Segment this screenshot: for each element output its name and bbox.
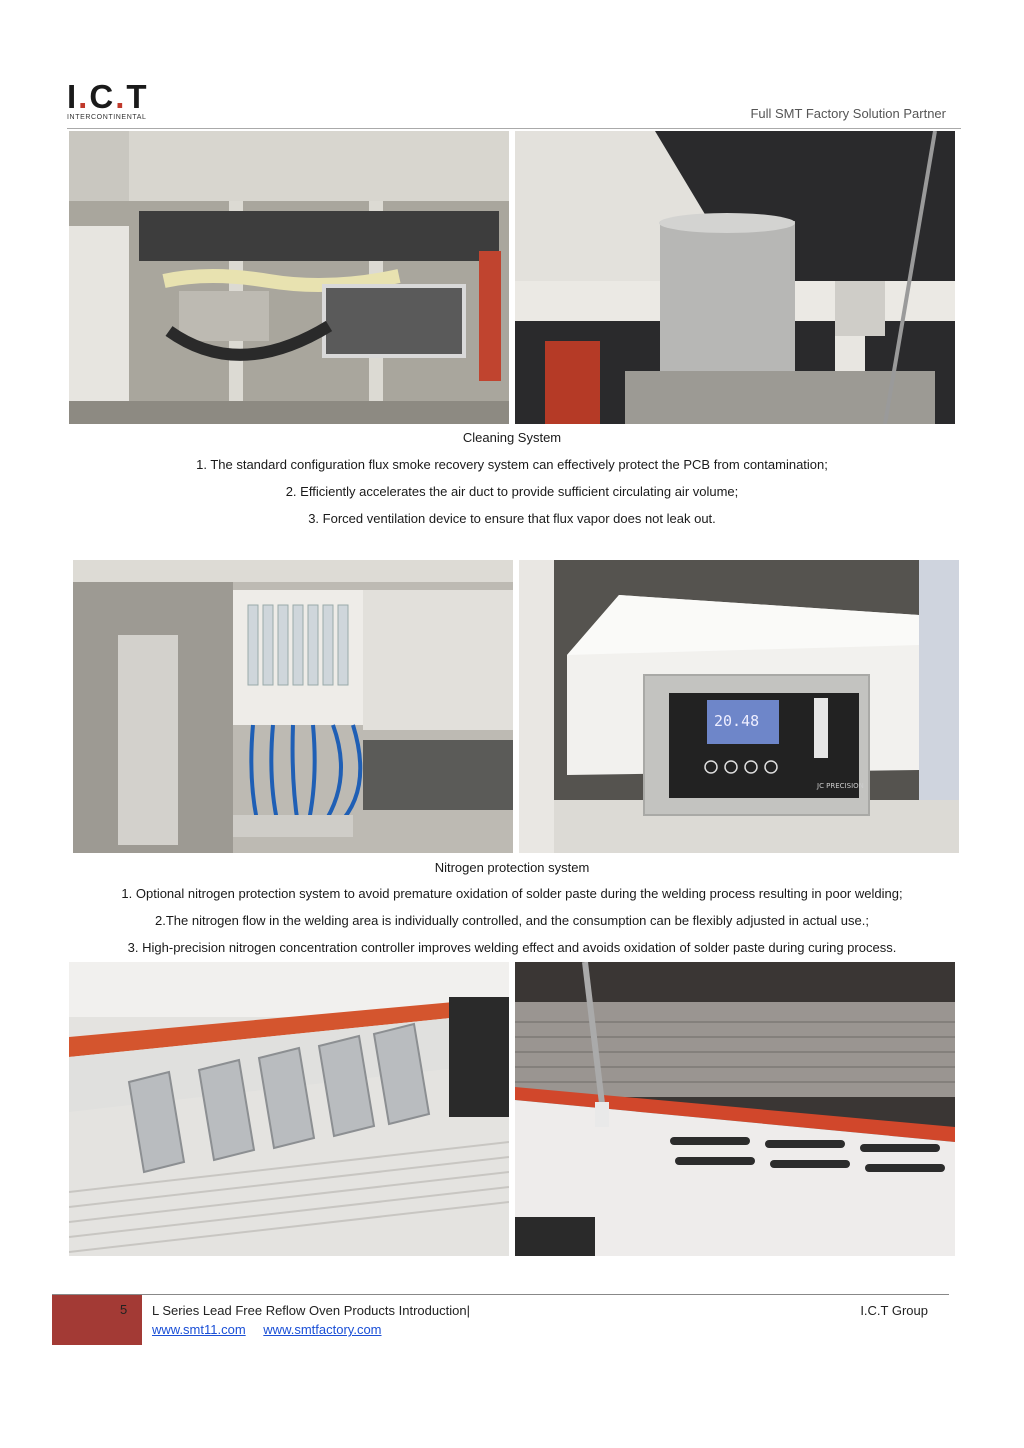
photo-conveyor-mesh (515, 962, 955, 1256)
photo-nitrogen-flowmeters (73, 560, 513, 853)
footer-group: I.C.T Group (860, 1303, 928, 1318)
cleaning-line-3: 3. Forced ventilation device to ensure that flux vapor does not leak out. (308, 511, 716, 526)
nitrogen-line-2: 2.The nitrogen flow in the welding area is individually controlled, and the consumption can be flexibly adjusted in actual use.; (155, 913, 869, 928)
analyzer-display-text: 20.48 (714, 712, 760, 730)
header-divider (67, 128, 961, 129)
section-title-nitrogen: Nitrogen protection system (434, 860, 590, 875)
header-tagline: Full SMT Factory Solution Partner (750, 106, 946, 121)
logo-subtext: INTERCONTINENTAL (67, 114, 147, 121)
page-number-box (52, 1295, 142, 1345)
footer-link-smt11[interactable]: www.smt11.com (152, 1322, 246, 1337)
photo-oxygen-analyzer (519, 560, 959, 853)
cleaning-line-2: 2. Efficiently accelerates the air duct to provide sufficient circulating air volume; (285, 484, 739, 499)
logo-text: I.C.T (67, 78, 149, 115)
cleaning-line-1: 1. The standard configuration flux smoke recovery system can effectively protect the PCB from contamination; (196, 457, 828, 472)
company-logo (67, 78, 207, 124)
photo-exhaust-duct (515, 131, 955, 424)
footer-links (152, 1322, 396, 1337)
analyzer-brand-text: JC PRECISION (817, 782, 864, 790)
footer-divider (52, 1294, 949, 1295)
section-title-cleaning: Cleaning System (462, 430, 562, 445)
footer-link-smtfactory[interactable]: www.smtfactory.com (263, 1322, 382, 1337)
photo-conveyor-baffles (69, 962, 509, 1256)
nitrogen-line-1: 1. Optional nitrogen protection system to avoid premature oxidation of solder paste during the welding process resulting in poor welding; (121, 886, 903, 901)
nitrogen-line-3: 3. High-precision nitrogen concentration controller improves welding effect and avoids oxidation of solder paste during curing process. (127, 940, 897, 955)
page-number: 5 (120, 1302, 128, 1317)
footer-title: L Series Lead Free Reflow Oven Products Introduction| (152, 1303, 470, 1318)
photo-flux-recovery-ducts (69, 131, 509, 424)
